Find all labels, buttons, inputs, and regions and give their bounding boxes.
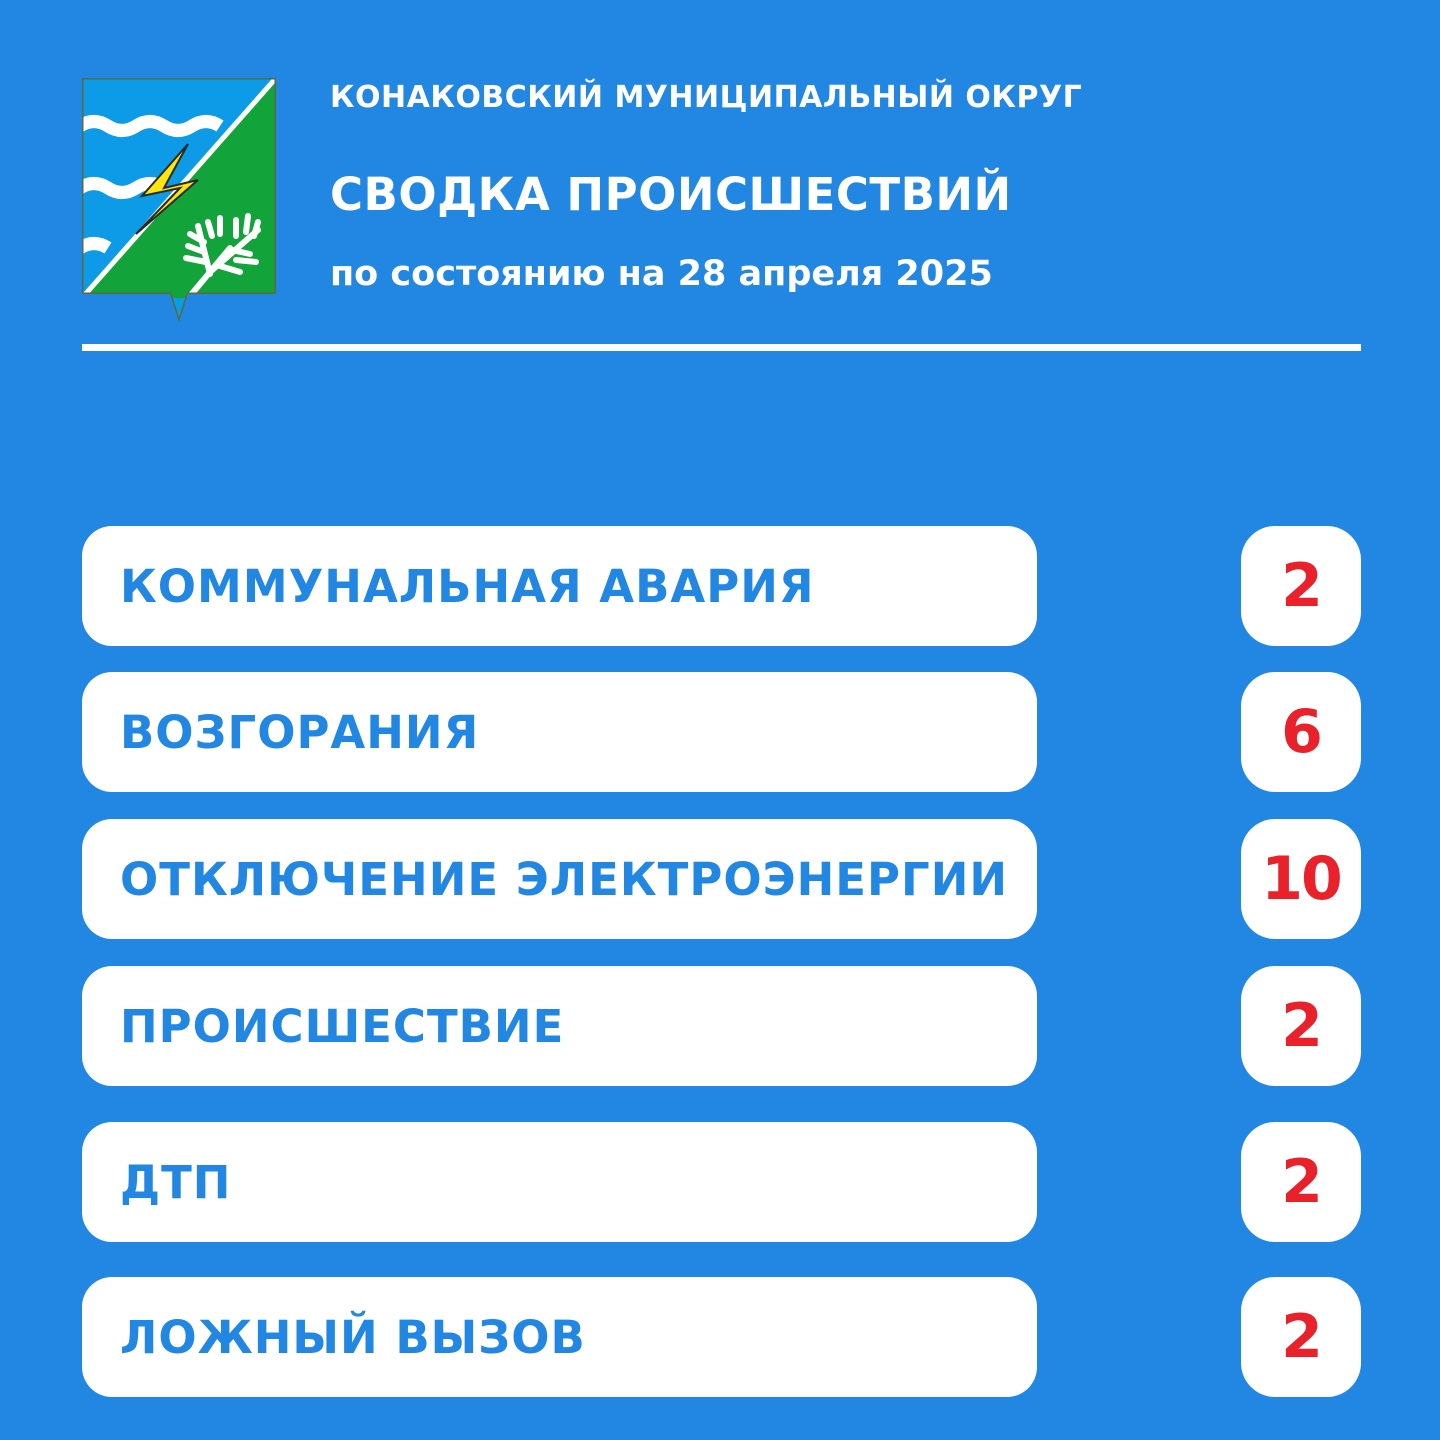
incident-label-card	[82, 672, 1037, 792]
coat-of-arms-icon	[80, 76, 278, 324]
incident-label: ЛОЖНЫЙ ВЫЗОВ	[120, 1310, 586, 1364]
incident-label-card	[82, 1277, 1037, 1397]
incident-label: ДТП	[120, 1155, 232, 1209]
incident-count: 2	[1281, 1147, 1321, 1217]
incident-row-utility-accident	[82, 526, 1361, 646]
incident-label: ОТКЛЮЧЕНИЕ ЭЛЕКТРОЭНЕРГИИ	[120, 852, 1009, 906]
incident-label-card	[82, 1122, 1037, 1242]
page-title: СВОДКА ПРОИСШЕСТВИЙ	[330, 168, 1012, 221]
incident-count-card	[1241, 819, 1361, 939]
incident-row-incident	[82, 966, 1361, 1086]
incident-row-power-outage	[82, 819, 1361, 939]
incident-count-card	[1241, 1122, 1361, 1242]
organization-name: КОНАКОВСКИЙ МУНИЦИПАЛЬНЫЙ ОКРУГ	[330, 80, 1083, 115]
incident-count: 2	[1281, 1302, 1321, 1372]
incident-count-card	[1241, 672, 1361, 792]
incident-count: 2	[1281, 551, 1321, 621]
incident-label-card	[82, 966, 1037, 1086]
incident-count: 10	[1261, 844, 1341, 914]
incident-label: КОММУНАЛЬНАЯ АВАРИЯ	[120, 559, 815, 613]
header-divider	[82, 344, 1361, 351]
incident-row-false-call	[82, 1277, 1361, 1397]
incident-count: 2	[1281, 991, 1321, 1061]
incident-count-card	[1241, 526, 1361, 646]
incident-label-card	[82, 526, 1037, 646]
incident-label-card	[82, 819, 1037, 939]
incident-row-traffic-accident	[82, 1122, 1361, 1242]
incident-row-fires	[82, 672, 1361, 792]
incident-count-card	[1241, 966, 1361, 1086]
incident-label: ВОЗГОРАНИЯ	[120, 705, 480, 759]
report-date: по состоянию на 28 апреля 2025	[330, 254, 993, 294]
incident-count-card	[1241, 1277, 1361, 1397]
incident-count: 6	[1281, 697, 1321, 767]
incident-label: ПРОИСШЕСТВИЕ	[120, 999, 565, 1053]
